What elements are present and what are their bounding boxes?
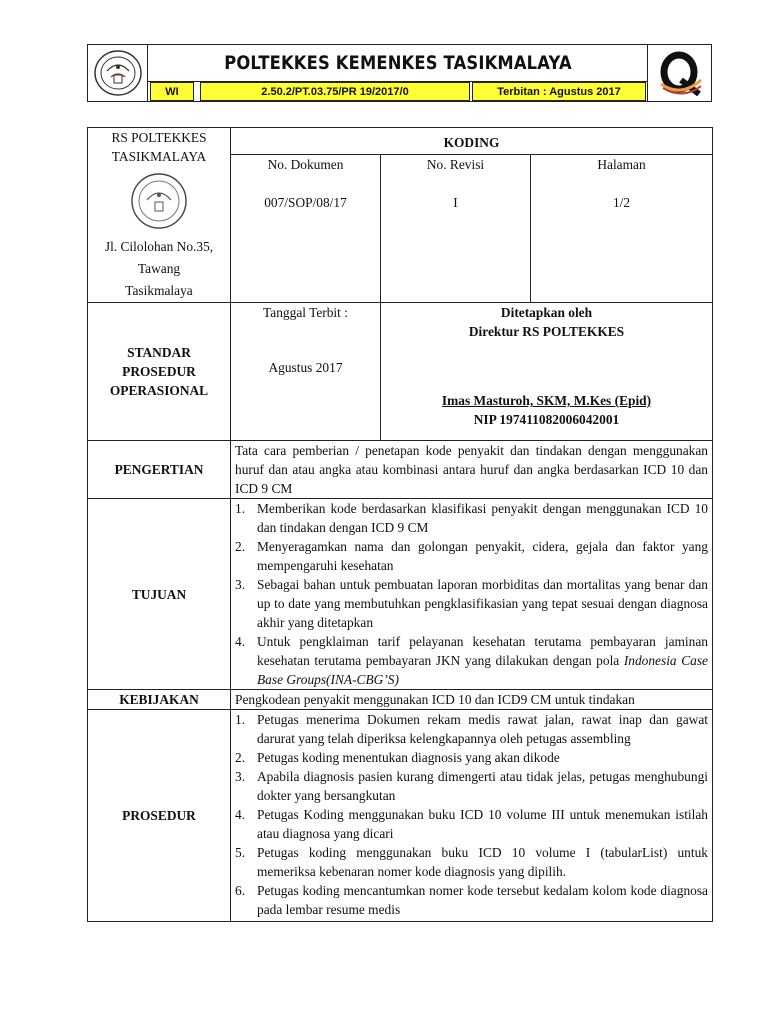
list-item: 1. Petugas menerima Dokumen rekam medis rawat jalan, rawat inap dan gawat darurat yang telah diperiksa kelengkapannya oleh petugas assembling bbox=[235, 712, 708, 746]
list-item: 1. Memberikan kode berdasarkan klasifikasi penyakit dengan menggunakan ICD 10 dan tindakan dengan ICD 9 CM bbox=[235, 501, 708, 535]
col-no-dokumen: No. Dokumen bbox=[231, 155, 381, 176]
list-item: 2. Petugas koding menentukan diagnosis yang akan dikode bbox=[235, 750, 560, 765]
list-item: 3. Apabila diagnosis pasien kurang dimengerti atau tidak jelas, petugas menghubungi dokter yang bersangkutan bbox=[235, 769, 708, 803]
col-no-revisi: No. Revisi bbox=[381, 155, 531, 176]
document-code-strip bbox=[148, 81, 648, 101]
no-dokumen-value: 007/SOP/08/17 bbox=[231, 175, 381, 302]
terbitan-date: Terbitan : Agustus 2017 bbox=[472, 82, 646, 101]
kebijakan-text: Pengkodean penyakit menggunakan ICD 10 dan ICD9 CM untuk tindakan bbox=[231, 690, 713, 710]
wi-label: WI bbox=[150, 82, 194, 101]
address-line-3: Tasikmalaya bbox=[125, 283, 193, 298]
sop-line-3: OPERASIONAL bbox=[109, 383, 209, 398]
signer-nip: NIP 197411082006042001 bbox=[473, 412, 620, 427]
sop-line-2: PROSEDUR bbox=[122, 364, 196, 379]
quality-q-logo-icon bbox=[647, 45, 711, 101]
col-halaman: Halaman bbox=[531, 155, 713, 176]
prosedur-list-cell bbox=[231, 710, 713, 922]
list-item: 6. Petugas koding mencantumkan nomer kode tersebut kedalam kolom kode diagnosa pada lembar resume medis bbox=[235, 883, 708, 917]
sop-table bbox=[87, 127, 713, 922]
kebijakan-label: KEBIJAKAN bbox=[88, 690, 231, 710]
list-item: 4. Petugas Koding menggunakan buku ICD 10 volume III untuk menemukan istilah atau diagnosa yang dicari bbox=[235, 807, 708, 841]
ditetapkan-cell bbox=[381, 303, 713, 441]
tujuan-list-cell bbox=[231, 499, 713, 690]
address-line-1: Jl. Cilolohan No.35, bbox=[104, 239, 214, 254]
hospital-name: RS POLTEKKES TASIKMALAYA bbox=[111, 130, 207, 164]
list-item: 5. Petugas koding menggunakan buku ICD 10 volume I (tabularList) untuk memeriksa kebenaran nomer kode diagnosis yang dipilih. bbox=[235, 845, 708, 879]
hospital-cell bbox=[88, 128, 231, 303]
tujuan-list bbox=[231, 499, 712, 689]
ina-cbg-term: Indonesia Case Base Groups(INA-CBG’S) bbox=[257, 653, 708, 687]
ditetapkan-line-2: Direktur RS POLTEKKES bbox=[468, 324, 625, 339]
list-item: 4. Untuk pengklaiman tarif pelayanan kesehatan terutama pembayaran jaminan kesehatan terutama pembayaran JKN yang dilakukan dengan pola Indonesia Case Base Groups(INA-CBG’S) bbox=[235, 634, 708, 687]
ditetapkan-line-1: Ditetapkan oleh bbox=[500, 305, 593, 320]
hospital-emblem-icon bbox=[130, 172, 188, 230]
letterhead bbox=[87, 44, 712, 102]
institution-title: POLTEKKES KEMENKES TASIKMALAYA bbox=[224, 52, 572, 74]
sop-type-cell bbox=[88, 303, 231, 441]
poltekkes-emblem-icon bbox=[88, 45, 148, 101]
tanggal-terbit-cell bbox=[231, 303, 381, 441]
prosedur-label: PROSEDUR bbox=[88, 710, 231, 922]
halaman-value: 1/2 bbox=[531, 175, 713, 302]
list-item: 3. Sebagai bahan untuk pembuatan laporan morbiditas dan mortalitas yang benar dan up to date yang membutuhkan pengklasifikasian yang tepat sesuai dengan diagnosa akhir yang ditetapkan bbox=[235, 577, 708, 630]
tujuan-label: TUJUAN bbox=[88, 499, 231, 690]
pengertian-text: Tata cara pemberian / penetapan kode penyakit dan tindakan dengan menggunakan huruf dan atau angka atau kombinasi antara huruf dan angka berdasarkan ICD 10 dan ICD 9 CM bbox=[231, 441, 713, 499]
address-line-2: Tawang bbox=[137, 261, 181, 276]
sop-line-1: STANDAR bbox=[127, 345, 191, 360]
document-title: KODING bbox=[231, 128, 713, 155]
pengertian-label: PENGERTIAN bbox=[88, 441, 231, 499]
list-item: 2. Menyeragamkan nama dan golongan penyakit, cidera, gejala dan faktor yang mempengaruhi kesehatan bbox=[235, 539, 708, 573]
tanggal-label: Tanggal Terbit : bbox=[263, 305, 348, 320]
doc-code: 2.50.2/PT.03.75/PR 19/2017/0 bbox=[200, 82, 470, 101]
no-revisi-value: I bbox=[381, 175, 531, 302]
tanggal-value: Agustus 2017 bbox=[268, 360, 343, 375]
prosedur-list bbox=[231, 710, 712, 919]
signer-name: Imas Masturoh, SKM, M.Kes (Epid) bbox=[441, 393, 652, 408]
